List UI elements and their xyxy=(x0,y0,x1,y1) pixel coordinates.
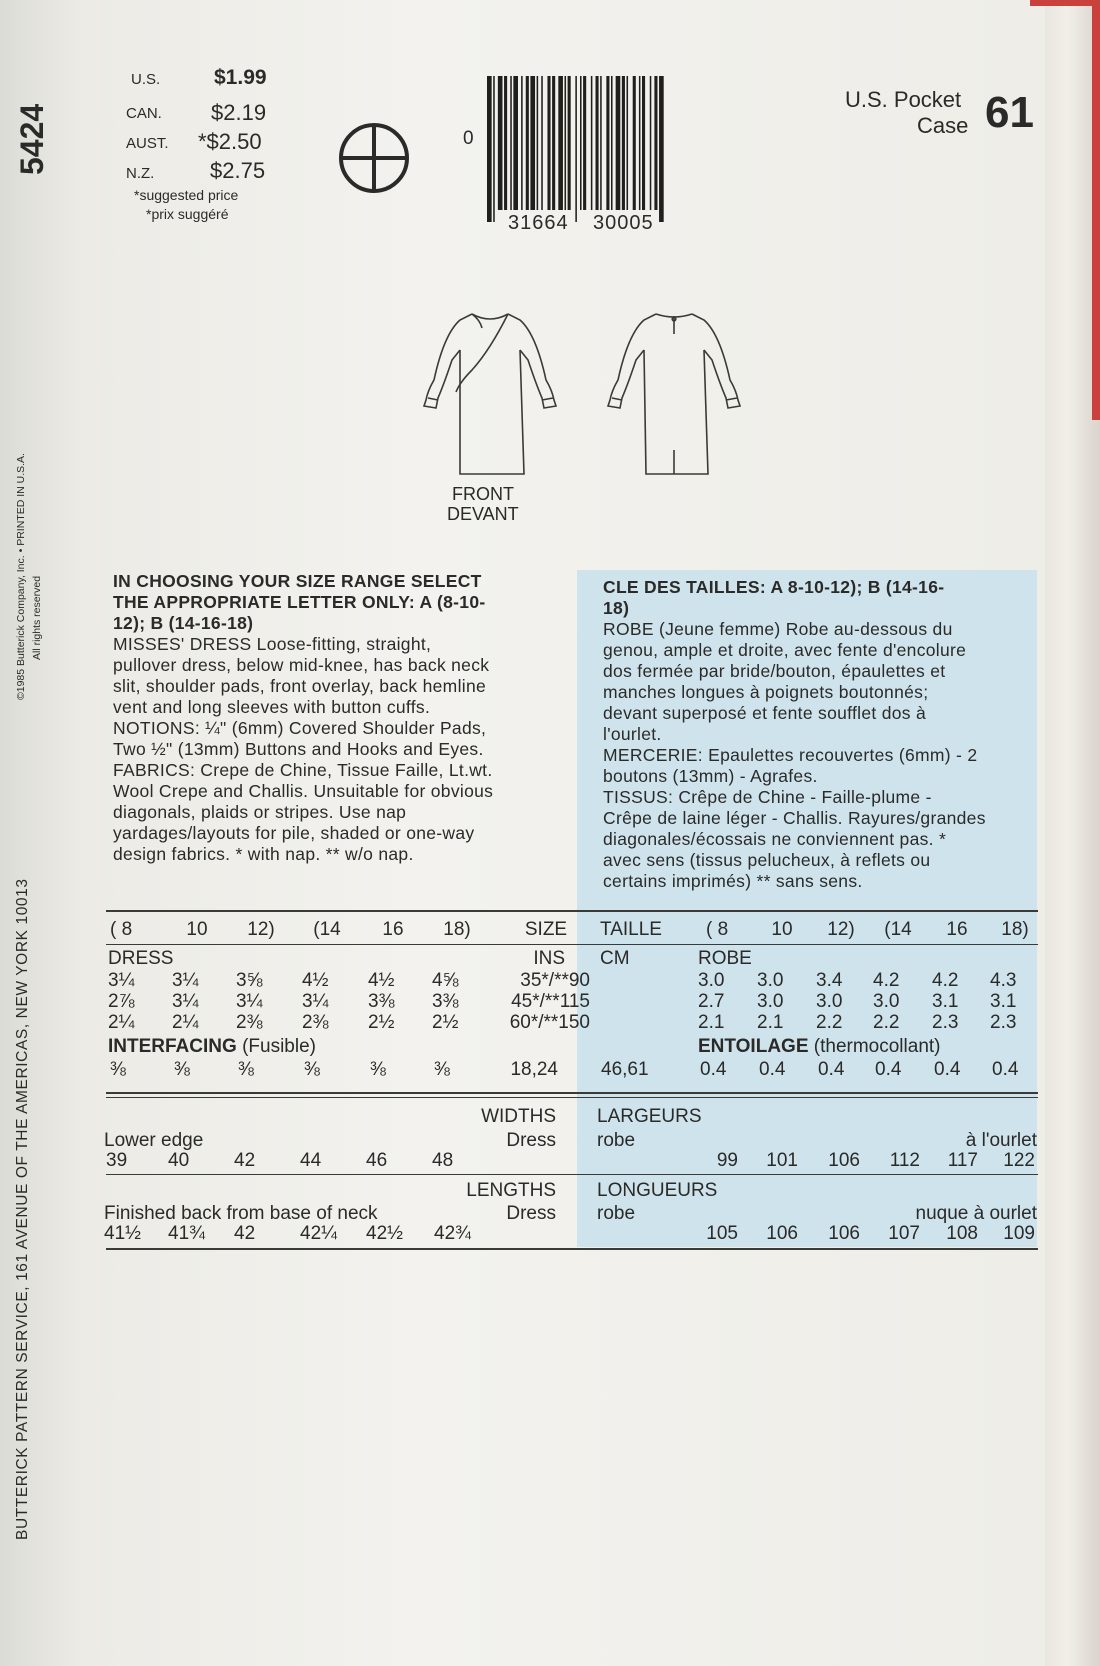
pocket-line2: Case xyxy=(917,113,969,138)
service-address: BUTTERICK PATTERN SERVICE, 161 AVENUE OF THE AMERICAS, NEW YORK 10013 xyxy=(14,878,31,1540)
price-country: U.S. xyxy=(131,71,161,88)
description-english xyxy=(113,571,493,865)
yardage-cell: 2½ xyxy=(432,1012,459,1033)
metres-cell: 2.1 xyxy=(698,1012,725,1033)
interfacing-label-group xyxy=(108,1036,316,1058)
lengths-label: LENGTHS xyxy=(466,1180,556,1201)
metres-cell: 2.3 xyxy=(990,1012,1017,1033)
rights-notice: All rights reserved xyxy=(31,575,43,660)
length-in-cell: 42¾ xyxy=(434,1223,471,1244)
yardage-cell: ⅜ xyxy=(434,1059,450,1080)
entoilage-label: ENTOILAGE xyxy=(698,1036,809,1057)
yardage-cell: 2¼ xyxy=(172,1012,199,1033)
fabric-width-cell: 35*/**90 xyxy=(520,970,590,991)
length-cm-cell: 107 xyxy=(888,1223,920,1244)
size-cell: 16 xyxy=(382,919,404,940)
table-rule xyxy=(106,1097,1038,1098)
metres-cell: 4.3 xyxy=(990,970,1017,991)
barcode-bar xyxy=(659,76,664,222)
metres-cell: 2.2 xyxy=(873,1012,900,1033)
size-cell: 18) xyxy=(1001,919,1029,940)
barcode-bar xyxy=(487,76,492,222)
table-row xyxy=(0,1012,1100,1036)
barcode-bar xyxy=(654,76,657,210)
desc-line: MISSES' DRESS Loose-fitting, straight, xyxy=(113,634,432,654)
barcode-bars xyxy=(485,76,691,222)
barcode-bar xyxy=(537,76,539,210)
metres-cell: 0.4 xyxy=(700,1059,727,1080)
barcode-bar xyxy=(552,76,555,210)
yardage-cell: 3¼ xyxy=(172,991,199,1012)
yardage-cell: 3¼ xyxy=(236,991,263,1012)
metres-cell: 2.1 xyxy=(757,1012,784,1033)
barcode-bar xyxy=(600,76,602,210)
price-country: CAN. xyxy=(126,105,162,122)
metres-cell: 3.1 xyxy=(990,991,1017,1012)
desc-line: 18) xyxy=(603,598,630,618)
barcode-left-digits: 31664 xyxy=(508,212,569,234)
size-cell: (14 xyxy=(313,919,341,940)
barcode-bar xyxy=(627,76,629,210)
price-country: AUST. xyxy=(126,135,169,152)
yardage-cell: 2⅞ xyxy=(108,991,135,1012)
size-cell: 10 xyxy=(186,919,208,940)
widths-label: WIDTHS xyxy=(481,1106,556,1127)
dress-front-view xyxy=(420,310,560,480)
finished-back-label: Finished back from base of neck xyxy=(104,1203,378,1224)
yardage-cell: 3¼ xyxy=(172,970,199,991)
interfacing-label: INTERFACING xyxy=(108,1036,237,1057)
table-rule xyxy=(106,944,1038,945)
metres-cell: 0.4 xyxy=(759,1059,786,1080)
metres-cell: 0.4 xyxy=(934,1059,961,1080)
barcode-prefix: 0 xyxy=(463,128,474,149)
registration-mark-icon xyxy=(337,121,411,195)
desc-line: certains imprimés) ** sans sens. xyxy=(603,871,863,891)
dress-word: Dress xyxy=(506,1203,556,1224)
width-in-cell: 44 xyxy=(300,1150,322,1171)
table-rule xyxy=(106,1174,1038,1175)
size-cell: ( 8 xyxy=(110,919,133,940)
barcode-right-digits: 30005 xyxy=(593,212,654,234)
envelope-red-top xyxy=(1030,0,1100,6)
lengths-header-row xyxy=(0,1180,1100,1204)
yardage-cell: ⅜ xyxy=(304,1059,320,1080)
desc-line: design fabrics. * with nap. ** w/o nap. xyxy=(113,844,414,864)
yardage-cell: 3¼ xyxy=(108,970,135,991)
barcode-bar xyxy=(622,76,625,210)
barcode-bar xyxy=(580,76,582,210)
metres-cell: 2.7 xyxy=(698,991,725,1012)
size-header-row xyxy=(0,919,1100,943)
ins-label: INS xyxy=(533,948,565,969)
robe-word: robe xyxy=(597,1130,636,1151)
widths-header-row xyxy=(0,1106,1100,1130)
metres-cell: 2.3 xyxy=(932,1012,959,1033)
desc-line: avec sens (tissus pelucheux, à reflets ou xyxy=(603,850,931,870)
width-cm-cell: 106 xyxy=(828,1150,860,1171)
length-in-cell: 42 xyxy=(234,1223,256,1244)
desc-line: yardages/layouts for pile, shaded or one-way xyxy=(113,823,475,843)
width-in-cell: 46 xyxy=(366,1150,388,1171)
entoilage-label-group xyxy=(698,1036,941,1058)
width-cm-cell: 99 xyxy=(716,1150,738,1171)
desc-line: devant superposé et fente soufflet dos à xyxy=(603,703,927,723)
barcode-bar xyxy=(616,76,621,210)
metres-cell: 2.2 xyxy=(816,1012,843,1033)
length-cm-cell: 106 xyxy=(766,1223,798,1244)
desc-line: slit, shoulder pads, front overlay, back hemline xyxy=(113,676,487,696)
desc-line: boutons (13mm) - Agrafes. xyxy=(603,766,818,786)
yardage-cell: ⅜ xyxy=(238,1059,254,1080)
interfacing-note: (Fusible) xyxy=(242,1036,316,1057)
desc-line: CLE DES TAILLES: A 8-10-12); B (14-16- xyxy=(603,577,945,597)
width-cm-cell: 122 xyxy=(1003,1150,1035,1171)
barcode-bar xyxy=(591,76,593,210)
length-cm-cell: 105 xyxy=(706,1223,738,1244)
dress-word: Dress xyxy=(506,1130,556,1151)
metres-cell: 0.4 xyxy=(992,1059,1019,1080)
size-cell: (14 xyxy=(884,919,912,940)
desc-line: THE APPROPRIATE LETTER ONLY: A (8-10- xyxy=(113,592,486,612)
cm-label: CM xyxy=(600,948,630,969)
barcode-bar xyxy=(650,76,652,210)
size-label: SIZE xyxy=(524,919,568,940)
size-cell: 10 xyxy=(771,919,793,940)
desc-line: MERCERIE: Epaulettes recouvertes (6mm) - 2 xyxy=(603,745,978,765)
desc-line: l'ourlet. xyxy=(603,724,662,744)
metres-cell: 3.0 xyxy=(698,970,725,991)
barcode-bar xyxy=(565,76,567,210)
barcode-bar xyxy=(606,76,609,210)
robe-word: robe xyxy=(597,1203,636,1224)
fabric-width-cell: 60*/**150 xyxy=(509,1012,590,1033)
price-amount: *$2.50 xyxy=(198,129,262,154)
desc-line: Wool Crepe and Challis. Unsuitable for obvious xyxy=(113,781,494,801)
length-in-cell: 41½ xyxy=(104,1223,141,1244)
desc-line: manches longues à poignets boutonnés; xyxy=(603,682,929,702)
yardage-cell: 2¼ xyxy=(108,1012,135,1033)
interfacing-header-row xyxy=(0,1036,1100,1060)
dress-header-row xyxy=(0,948,1100,972)
desc-line: Two ½" (13mm) Buttons and Hooks and Eyes. xyxy=(113,739,484,759)
metres-cell: 4.2 xyxy=(873,970,900,991)
table-rule xyxy=(106,1092,1038,1094)
metres-cell: 3.0 xyxy=(816,991,843,1012)
price-amount: $2.19 xyxy=(211,100,267,125)
longueurs-label: LONGUEURS xyxy=(597,1180,718,1201)
desc-line: genou, ample et droite, avec fente d'encolure xyxy=(603,640,967,660)
table-rule xyxy=(106,910,1038,912)
table-row xyxy=(0,1223,1100,1247)
metres-cell: 3.4 xyxy=(816,970,843,991)
pocket-line1: U.S. Pocket xyxy=(845,87,962,112)
width-cm-cell: 117 xyxy=(947,1150,978,1171)
price-country: N.Z. xyxy=(126,165,155,182)
desc-line: FABRICS: Crepe de Chine, Tissue Faille, Lt.wt. xyxy=(113,760,493,780)
largeurs-label: LARGEURS xyxy=(597,1106,702,1127)
yardage-cell: 2⅜ xyxy=(236,1012,263,1033)
barcode-bar xyxy=(583,76,586,210)
barcode-bar xyxy=(568,76,571,210)
view-label-devant: DEVANT xyxy=(447,504,519,524)
description-french xyxy=(603,577,986,892)
width-cm-cell: 112 xyxy=(889,1150,920,1171)
table-rule xyxy=(106,1248,1038,1250)
size-cell: 18) xyxy=(443,919,471,940)
barcode-bar xyxy=(639,76,641,210)
width-in-cell: 40 xyxy=(168,1150,190,1171)
desc-line: diagonals, plaids or stripes. Use nap xyxy=(113,802,407,822)
yardage-cell: ⅜ xyxy=(370,1059,386,1080)
size-cell: 16 xyxy=(946,919,968,940)
yardage-cell: 3¼ xyxy=(302,991,329,1012)
pattern-number: 5424 xyxy=(14,103,50,175)
width-in-cell: 42 xyxy=(234,1150,256,1171)
price-amount: $2.75 xyxy=(210,158,266,183)
length-cm-cell: 108 xyxy=(946,1223,978,1244)
fabric-width-cell: 45*/**115 xyxy=(511,991,590,1012)
size-cell: 12) xyxy=(827,919,855,940)
fabric-width-cm-cell: 46,61 xyxy=(601,1059,649,1080)
barcode-bar xyxy=(510,76,512,210)
barcode-bar xyxy=(633,76,636,210)
lower-edge-label: Lower edge xyxy=(104,1130,204,1151)
length-in-cell: 41¾ xyxy=(168,1223,205,1244)
yardage-cell: 4½ xyxy=(302,970,329,991)
desc-line: 12); B (14-16-18) xyxy=(113,613,254,633)
yardage-cell: 4⅝ xyxy=(432,970,459,991)
desc-line: vent and long sleeves with button cuffs. xyxy=(113,697,431,717)
barcode-bar xyxy=(530,76,535,210)
metres-cell: 3.1 xyxy=(932,991,959,1012)
size-cell: 12) xyxy=(247,919,275,940)
barcode-bar xyxy=(521,76,523,210)
yardage-cell: ⅜ xyxy=(174,1059,190,1080)
desc-line: dos fermée par bride/bouton, épaulettes et xyxy=(603,661,946,681)
length-in-cell: 42¼ xyxy=(300,1223,337,1244)
desc-line: TISSUS: Crêpe de Chine - Faille-plume - xyxy=(603,787,932,807)
dress-label: DRESS xyxy=(108,948,174,969)
barcode-bar xyxy=(493,76,495,222)
barcode-bar xyxy=(541,76,543,210)
taille-label: TAILLE xyxy=(600,919,662,940)
envelope-red-edge xyxy=(1092,0,1100,420)
desc-line: IN CHOOSING YOUR SIZE RANGE SELECT xyxy=(113,571,482,591)
yardage-cell: 3⅜ xyxy=(368,991,395,1012)
barcode-bar xyxy=(596,76,599,210)
yardage-cell: 3⅝ xyxy=(236,970,263,991)
a-l-ourlet-label: à l'ourlet xyxy=(965,1130,1037,1151)
price-note-fr: *prix suggéré xyxy=(146,206,229,222)
yardage-cell: 4½ xyxy=(368,970,395,991)
barcode-bar xyxy=(558,76,563,210)
desc-line: pullover dress, below mid-knee, has back neck xyxy=(113,655,490,675)
length-in-cell: 42½ xyxy=(366,1223,403,1244)
desc-line: diagonales/écossais ne conviennent pas. * xyxy=(603,829,947,849)
yardage-cell: 3⅜ xyxy=(432,991,459,1012)
copyright-notice: ©1985 Butterick Company, Inc. • PRINTED IN U.S.A. xyxy=(15,453,27,700)
table-row xyxy=(0,1059,1100,1083)
yardage-cell: ⅜ xyxy=(110,1059,126,1080)
barcode-bar xyxy=(547,76,550,210)
metres-cell: 3.0 xyxy=(757,970,784,991)
metres-cell: 0.4 xyxy=(818,1059,845,1080)
yardage-cell: 2⅜ xyxy=(302,1012,329,1033)
metres-cell: 0.4 xyxy=(875,1059,902,1080)
barcode-bar xyxy=(526,76,529,210)
length-cm-cell: 106 xyxy=(828,1223,860,1244)
width-in-cell: 39 xyxy=(106,1150,128,1171)
length-cm-cell: 109 xyxy=(1003,1223,1035,1244)
entoilage-note: (thermocollant) xyxy=(813,1036,941,1057)
metres-cell: 3.0 xyxy=(873,991,900,1012)
fabric-width-cell: 18,24 xyxy=(510,1059,558,1080)
view-label-front: FRONT xyxy=(452,484,514,504)
pocket-number: 61 xyxy=(985,88,1034,137)
desc-line: Crêpe de laine léger - Challis. Rayures/grandes xyxy=(603,808,986,828)
size-cell: ( 8 xyxy=(706,919,729,940)
yardage-cell: 2½ xyxy=(368,1012,395,1033)
metres-cell: 3.0 xyxy=(757,991,784,1012)
barcode-bar xyxy=(513,76,518,210)
barcode-bar xyxy=(611,76,613,210)
width-in-cell: 48 xyxy=(432,1150,454,1171)
barcode-bar xyxy=(642,76,645,210)
price-amount: $1.99 xyxy=(214,66,267,89)
barcode-bar xyxy=(498,76,503,210)
desc-line: NOTIONS: ¼" (6mm) Covered Shoulder Pads, xyxy=(113,718,487,738)
robe-label: ROBE xyxy=(698,948,752,969)
desc-line: ROBE (Jeune femme) Robe au-dessous du xyxy=(603,619,953,639)
price-note: *suggested price xyxy=(134,187,239,203)
dress-back-view xyxy=(604,310,744,480)
barcode-bar xyxy=(504,76,507,210)
nuque-label: nuque à ourlet xyxy=(915,1203,1037,1224)
metres-cell: 4.2 xyxy=(932,970,959,991)
width-cm-cell: 101 xyxy=(766,1150,798,1171)
table-row xyxy=(0,1150,1100,1174)
barcode-bar xyxy=(575,76,577,222)
